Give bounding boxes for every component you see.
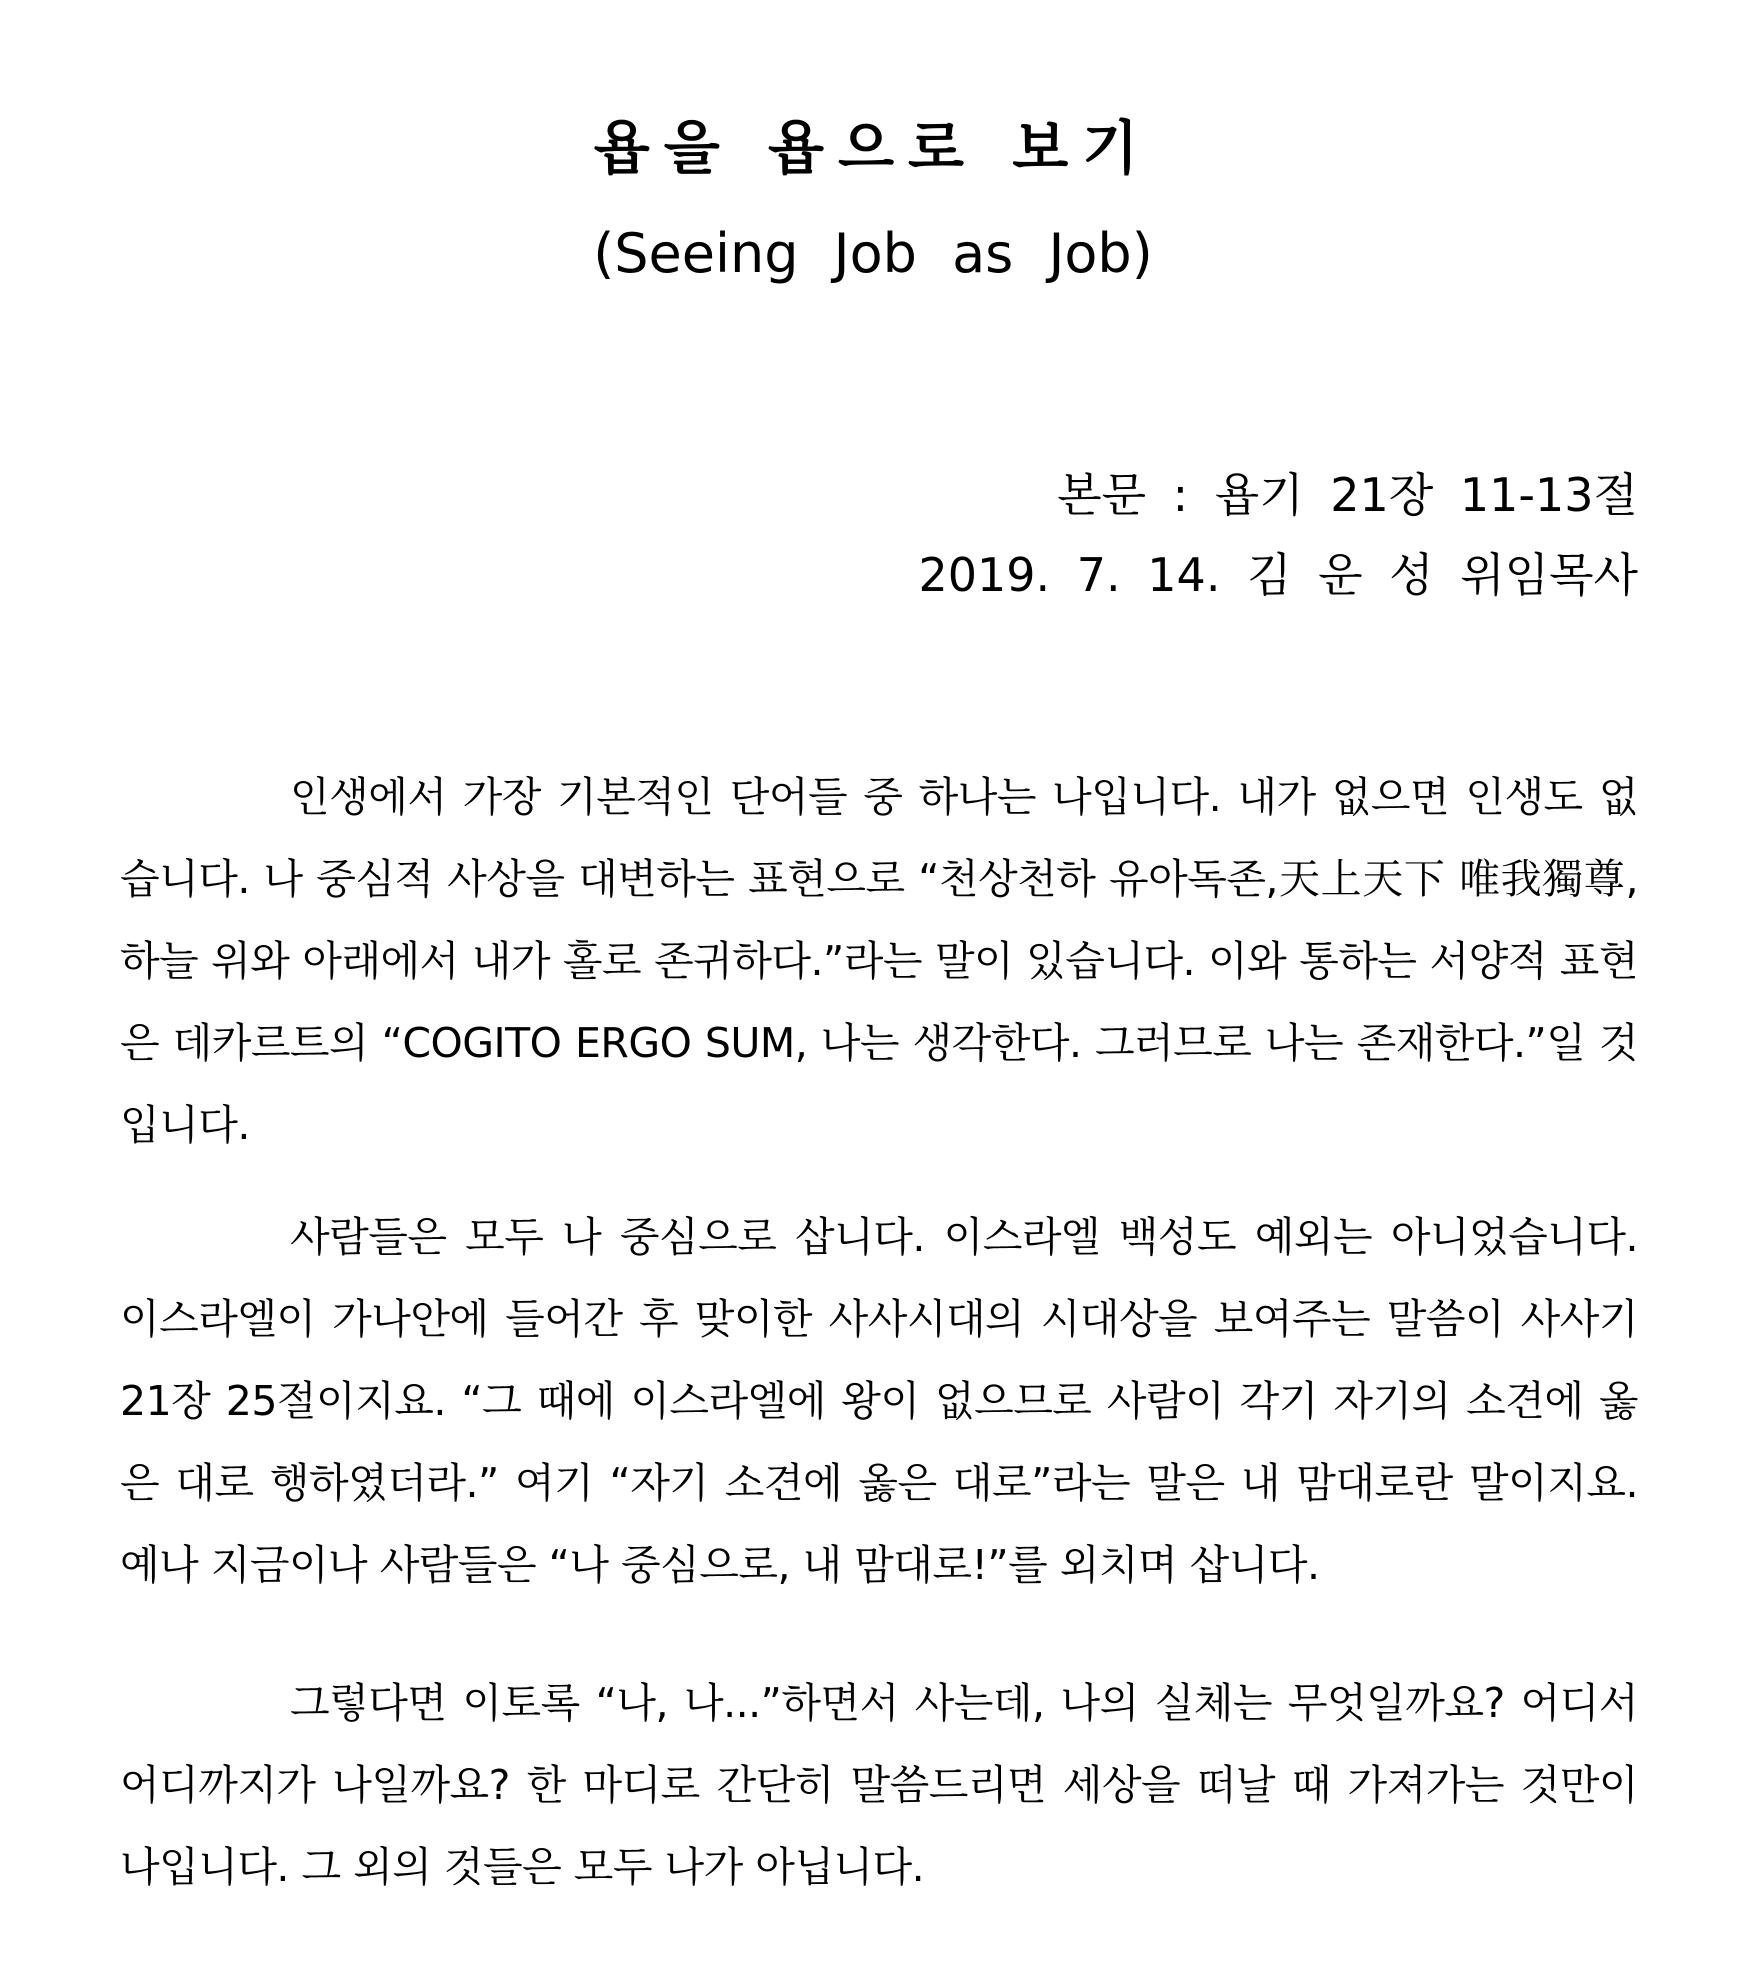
date-author-line: 2019. 7. 14. 김 운 성 위임목사 bbox=[918, 548, 1638, 602]
body-paragraph-1 bbox=[120, 756, 1638, 1166]
paragraph-text: 그렇다면 이토록 “나, 나...”하면서 사는데, 나의 실체는 무엇일까요? 어디서 어디까지가 나일까요? 한 마디로 간단히 말씀드리면 세상을 떠날 때 가져가는 것만이 나입니다. 그 외의 것들은 모두 나가 아닙니다. bbox=[120, 1679, 1638, 1891]
paragraph-text: 사람들은 모두 나 중심으로 삽니다. 이스라엘 백성도 예외는 아니었습니다. 이스라엘이 가나안에 들어간 후 맞이한 사사시대의 시대상을 보여주는 말씀이 사사기 21장 25절이지요. “그 때에 이스라엘에 왕이 없으므로 사람이 각기 자기의 소견에 옳은 대로 행하였더라.” 여기 “자기 소견에 옳은 대로”라는 말은 내 맘대로란 말이지요. 예나 지금이나 사람들은 “나 중심으로, 내 맘대로!”를 외치며 삽니다. bbox=[120, 1213, 1638, 1589]
body-paragraph-3 bbox=[120, 1662, 1638, 1908]
document-title: 욥을 욥으로 보기 bbox=[593, 114, 1153, 182]
document-subtitle: (Seeing Job as Job) bbox=[593, 222, 1153, 285]
body-paragraph-2 bbox=[120, 1196, 1638, 1606]
scripture-reference: 본문 : 욥기 21장 11-13절 bbox=[1057, 468, 1638, 522]
paragraph-text: 인생에서 가장 기본적인 단어들 중 하나는 나입니다. 내가 없으면 인생도 없습니다. 나 중심적 사상을 대변하는 표현으로 “천상천하 유아독존,天上天下 唯我獨尊, 하늘 위와 아래에서 내가 홀로 존귀하다.”라는 말이 있습니다. 이와 통하는 서양적 표현은 데카르트의 “COGITO ERGO SUM, 나는 생각한다. 그러므로 나는 존재한다.”일 것입니다. bbox=[120, 773, 1638, 1149]
